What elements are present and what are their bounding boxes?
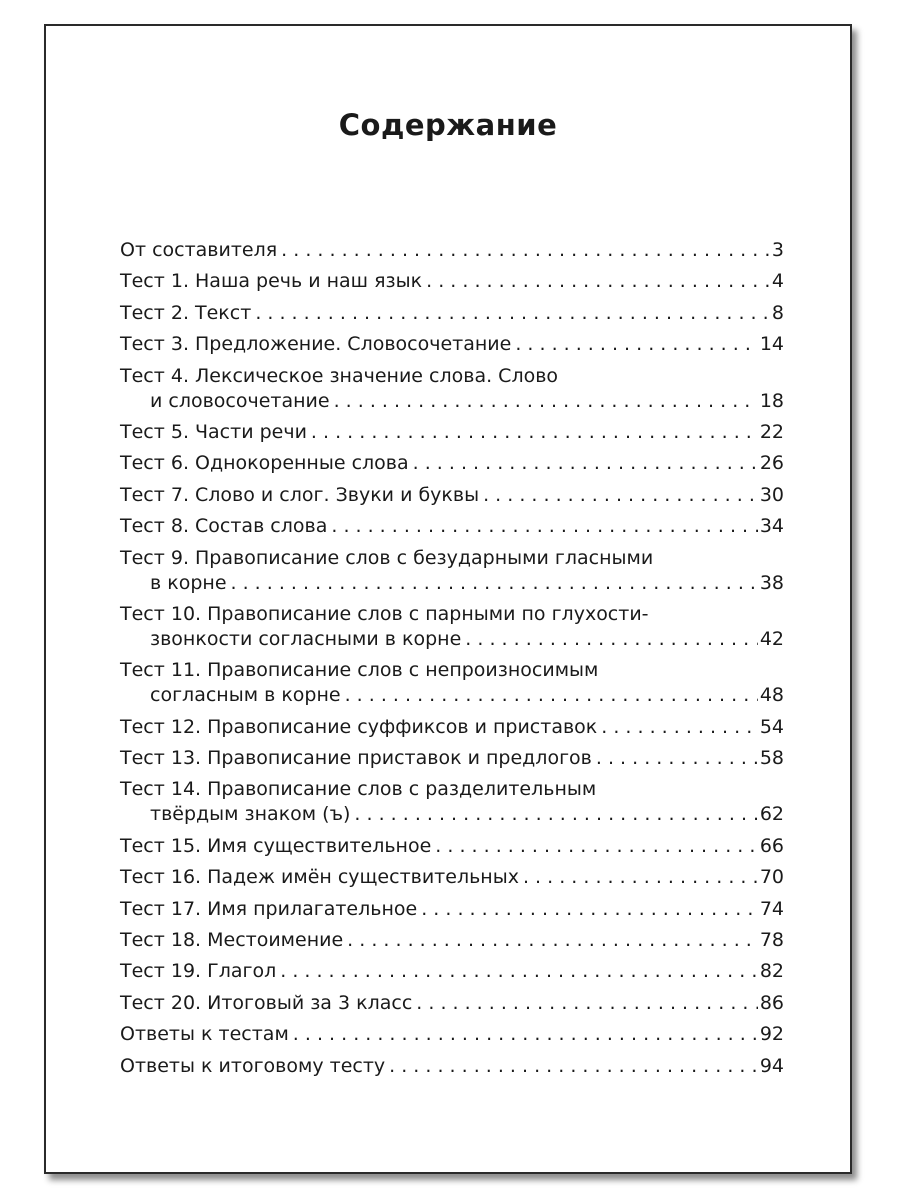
toc-entry-title-line: Тест 11. Правописание слов с непроизносимым <box>120 659 599 682</box>
dot-leader <box>421 897 758 922</box>
toc-entry-title: и словосочетание <box>150 389 330 412</box>
toc-entry-row <box>120 959 784 984</box>
toc-entry <box>120 1054 784 1079</box>
toc-page-number: 4 <box>771 270 784 293</box>
toc-entry-row <box>120 1022 784 1047</box>
dot-leader <box>523 865 758 890</box>
toc-entry-row <box>120 802 784 827</box>
toc-entry <box>120 364 784 414</box>
toc-page-number: 78 <box>759 929 784 952</box>
dot-leader <box>345 683 758 708</box>
dot-leader <box>255 301 770 326</box>
dot-leader <box>435 834 758 859</box>
toc-entry-title: Тест 7. Слово и слог. Звуки и буквы <box>120 483 480 506</box>
toc-entry-title: Тест 2. Текст <box>120 301 252 324</box>
toc-entry-row <box>120 865 784 890</box>
toc-entry-title: Тест 8. Состав слова <box>120 515 328 538</box>
toc-entry <box>120 658 784 708</box>
toc-entry-title: Тест 20. Итоговый за 3 класс <box>120 991 413 1014</box>
toc-entry-title-line: Тест 4. Лексическое значение слова. Слово <box>120 364 559 387</box>
document-page <box>44 24 852 1174</box>
toc-entry-row <box>120 715 784 740</box>
toc-entry-title: Тест 18. Местоимение <box>120 929 344 952</box>
toc-page-number: 66 <box>759 834 784 857</box>
toc-entry-title: Тест 5. Части речи <box>120 420 307 443</box>
toc-entry-title: Тест 1. Наша речь и наш язык <box>120 270 423 293</box>
toc-entry <box>120 834 784 859</box>
toc-entry <box>120 546 784 596</box>
toc-page-number: 62 <box>759 803 784 826</box>
toc-entry-row <box>120 1054 784 1079</box>
dot-leader <box>334 389 758 414</box>
toc-entry-title: От составителя <box>120 239 278 261</box>
toc-page-number: 86 <box>759 991 784 1014</box>
toc-entry-row <box>120 571 784 596</box>
toc-entry-title-line: Тест 14. Правописание слов с разделительным <box>120 778 597 801</box>
dot-leader <box>331 514 757 539</box>
toc-entry-row <box>120 514 784 539</box>
toc-page-number: 92 <box>759 1023 784 1046</box>
toc-entry-row <box>120 420 784 445</box>
toc-entry-row <box>120 834 784 859</box>
toc-entry <box>120 602 784 652</box>
toc-entry-row <box>120 928 784 953</box>
toc-entry-title: Тест 12. Правописание суффиксов и приставок <box>120 715 598 738</box>
toc-entry-row <box>120 897 784 922</box>
toc-entry <box>120 991 784 1016</box>
toc-entry <box>120 238 784 263</box>
toc-entry-title: в корне <box>150 571 227 594</box>
dot-leader <box>311 420 758 445</box>
toc-entry-title-line: Тест 10. Правописание слов с парными по глухости- <box>120 602 649 625</box>
toc-entry <box>120 514 784 539</box>
toc-page-number: 8 <box>771 301 784 324</box>
toc-entry <box>120 451 784 476</box>
toc-entry-title: Тест 6. Однокоренные слова <box>120 452 409 475</box>
toc-page-number: 22 <box>759 420 784 443</box>
toc-entry <box>120 928 784 953</box>
toc-entry-row <box>120 238 784 263</box>
toc-entry-title: Тест 3. Предложение. Словосочетание <box>120 333 512 356</box>
dot-leader <box>231 571 758 596</box>
toc-entry-title: Тест 17. Имя прилагательное <box>120 897 418 920</box>
toc-page-number: 70 <box>759 866 784 889</box>
toc-entry <box>120 865 784 890</box>
toc-entry-title: твёрдым знаком (ъ) <box>150 803 351 826</box>
dot-leader <box>354 802 757 827</box>
toc-entry <box>120 715 784 740</box>
toc-entry <box>120 746 784 771</box>
dot-leader <box>515 332 757 357</box>
toc-page-number: 3 <box>771 239 784 261</box>
toc-page-number: 30 <box>759 483 784 506</box>
toc-entry-row <box>120 301 784 326</box>
page-title: Содержание <box>338 108 558 142</box>
toc-entry <box>120 332 784 357</box>
toc-page-number: 74 <box>759 897 784 920</box>
toc-entry-title: Ответы к итоговому тесту <box>120 1054 386 1077</box>
toc-entry-row <box>120 269 784 294</box>
toc-page-number: 82 <box>759 960 784 983</box>
dot-leader <box>596 746 758 771</box>
toc-entry-title: Ответы к тестам <box>120 1023 289 1046</box>
toc-entry-title: звонкости согласными в корне <box>150 627 462 650</box>
toc-page-number: 48 <box>759 684 784 707</box>
toc-entry-row <box>120 746 784 771</box>
toc-page-number: 94 <box>759 1054 784 1077</box>
toc-entry-title: Тест 16. Падеж имён существительных <box>120 866 519 889</box>
dot-leader <box>465 627 758 652</box>
toc-page-number: 54 <box>759 715 784 738</box>
toc-entry-row <box>120 991 784 1016</box>
toc-page-number: 58 <box>759 747 784 770</box>
toc-entry-title: Тест 15. Имя существительное <box>120 834 432 857</box>
toc-entry <box>120 959 784 984</box>
toc-entry <box>120 269 784 294</box>
toc-page-number: 18 <box>759 389 784 412</box>
dot-leader <box>416 991 758 1016</box>
toc-page-number: 34 <box>759 515 784 538</box>
toc-page-number: 38 <box>759 571 784 594</box>
toc-entry <box>120 897 784 922</box>
toc-entry-title: Тест 13. Правописание приставок и предлогов <box>120 747 592 770</box>
table-of-contents <box>120 238 784 1085</box>
toc-entry-row <box>120 332 784 357</box>
toc-entry-row <box>120 451 784 476</box>
toc-entry-title-line: Тест 9. Правописание слов с безударными гласными <box>120 546 654 569</box>
dot-leader <box>347 928 758 953</box>
toc-entry-row <box>120 483 784 508</box>
toc-entry <box>120 483 784 508</box>
toc-entry-title: Тест 19. Глагол <box>120 960 277 983</box>
toc-entry-title: согласным в корне <box>150 684 341 707</box>
toc-entry-row <box>120 389 784 414</box>
dot-leader <box>601 715 758 740</box>
toc-entry <box>120 1022 784 1047</box>
dot-leader <box>483 483 758 508</box>
toc-page-number: 14 <box>759 333 784 356</box>
toc-page-number: 42 <box>759 627 784 650</box>
toc-page-number: 26 <box>759 452 784 475</box>
toc-entry-row <box>120 683 784 708</box>
toc-entry <box>120 301 784 326</box>
toc-entry-row <box>120 627 784 652</box>
toc-entry <box>120 777 784 827</box>
dot-leader <box>281 238 770 263</box>
dot-leader <box>413 451 758 476</box>
toc-entry <box>120 420 784 445</box>
dot-leader <box>389 1054 758 1079</box>
dot-leader <box>293 1022 758 1047</box>
dot-leader <box>426 269 770 294</box>
dot-leader <box>280 959 758 984</box>
